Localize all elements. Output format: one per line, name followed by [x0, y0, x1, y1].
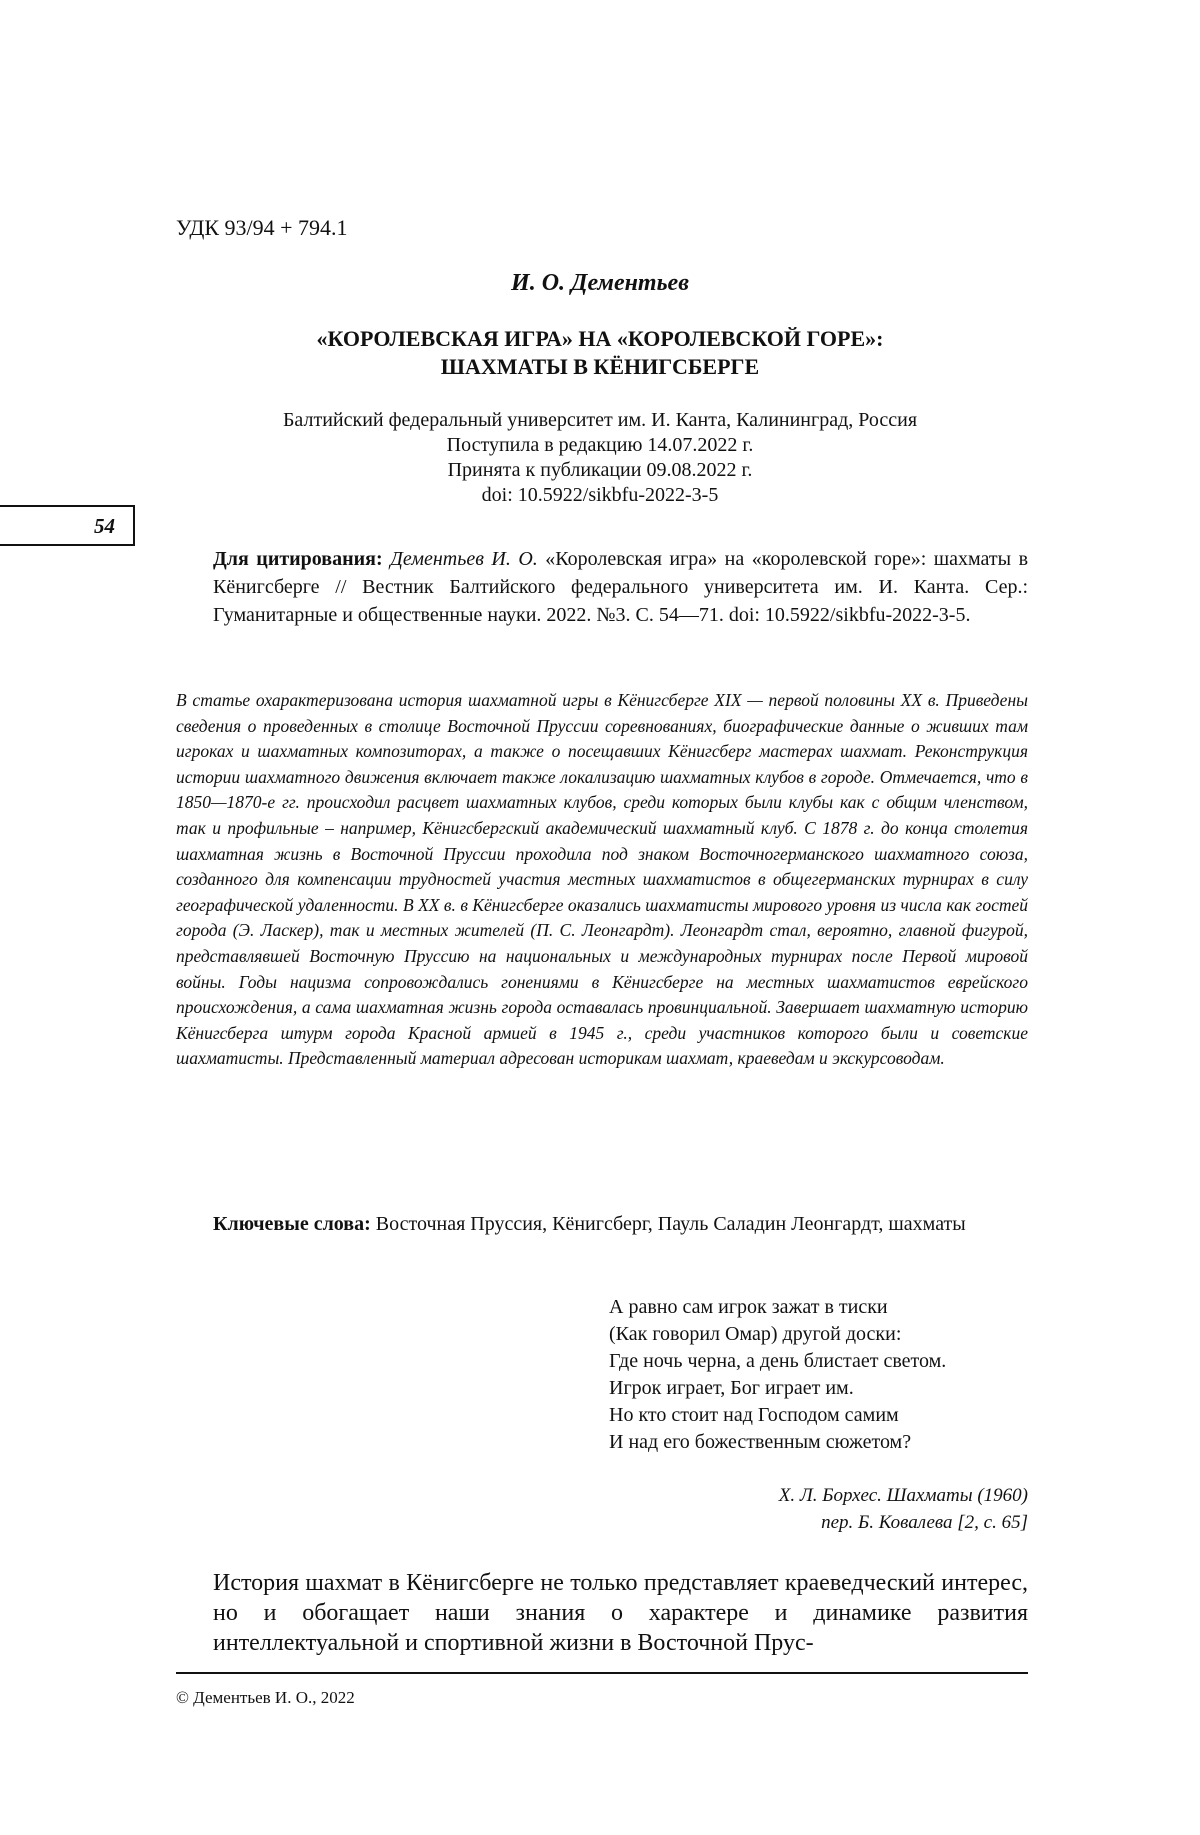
epigraph-poem — [609, 1294, 946, 1456]
copyright: © Дементьев И. О., 2022 — [176, 1688, 355, 1707]
article-title — [200, 325, 1000, 381]
poem-line: И над его божественным сюжетом? — [609, 1431, 912, 1453]
poem-line: Игрок играет, Бог играет им. — [609, 1377, 854, 1399]
epigraph-source — [779, 1482, 1028, 1536]
citation-author: Дементьев И. О. — [390, 548, 538, 570]
doi: doi: 10.5922/sikbfu-2022-3-5 — [481, 484, 719, 506]
article-author: И. О. Дементьев — [511, 270, 689, 296]
keywords-block — [213, 1210, 1028, 1238]
title-line-1: «КОРОЛЕВСКАЯ ИГРА» НА «КОРОЛЕВСКОЙ ГОРЕ»: — [316, 326, 884, 351]
body-paragraph: История шахмат в Кёнигсберге не только представляет краеведческий интерес, но и обогащает наши знания о характере и динамике развития интеллектуальной и спортивной жизни в Восточной Прус- — [213, 1570, 1028, 1656]
footnote-divider — [176, 1672, 1028, 1674]
page-number-box — [0, 505, 135, 546]
keywords-text: Восточная Пруссия, Кёнигсберг, Пауль Саладин Леонгардт, шахматы — [375, 1213, 966, 1235]
udk-code: УДК 93/94 + 794.1 — [176, 215, 348, 240]
article-meta — [150, 408, 1050, 508]
page-number: 54 — [94, 514, 115, 538]
title-line-2: ШАХМАТЫ В КЁНИГСБЕРГЕ — [440, 354, 760, 379]
poem-line: (Как говорил Омар) другой доски: — [609, 1323, 902, 1345]
keywords-label: Ключевые слова: — [213, 1213, 371, 1235]
affiliation: Балтийский федеральный университет им. И. Канта, Калининград, Россия — [282, 409, 918, 431]
poem-line: Но кто стоит над Господом самим — [609, 1404, 899, 1426]
citation-label: Для цитирования: — [213, 548, 383, 570]
accepted-date: Принята к публикации 09.08.2022 г. — [447, 459, 753, 481]
epigraph-translation: пер. Б. Ковалева [2, с. 65] — [821, 1512, 1028, 1533]
abstract: В статье охарактеризована история шахматной игры в Кёнигсберге XIX — первой половины XX в. Приведены сведения о проведенных в столице Восточной Пруссии соревнованиях, биографические данные о живших там игроках и шахматных композиторах, а также о посещавших Кёнигсберг мастерах шахмат. Реконструкция истории шахматного движения включает также локализацию шахматных клубов в городе. Отмечается, что в 1850—1870-е гг. происходил расцвет шахматных клубов, среди которых были клубы как с общим членством, так и профильные – например, Кёнигсбергский академический шахматный клуб. С 1878 г. до конца столетия шахматная жизнь в Восточной Пруссии проходила под знаком Восточногерманского шахматного союза, созданного для компенсации трудностей участия местных шахматистов в общегерманских турнирах в силу географической удаленности. В XX в. в Кёнигсберге оказались шахматисты мирового уровня из числа как гостей города (Э. Ласкер), так и местных жителей (П. С. Леонгардт). Леонгардт стал, вероятно, главной фигурой, представлявшей Восточную Пруссию на национальных и международных турнирах после Первой мировой войны. Годы нацизма сопровождались гонениями в Кёнигсберге на местных шахматистов еврейского происхождения, а сама шахматная жизнь города оставалась провинциальной. Завершает шахматную историю Кёнигсберга штурм города Красной армией в 1945 г., среди участников которого были и советские шахматисты. Представленный материал адресован историкам шахмат, краеведам и экскурсоводам. — [176, 690, 1028, 1069]
citation-text: «Королевская игра» на «королевской горе»: шахматы в Кёнигсберге // Вестник Балтийского федерального университета им. И. Канта. Сер.: Гуманитарные и общественные науки. 2022. №3. С. 54—71. doi: 10.5922/sikbfu-2022-3-5. — [213, 548, 1029, 626]
poem-line: А равно сам игрок зажат в тиски — [609, 1296, 888, 1318]
citation-block — [213, 545, 1028, 629]
poem-line: Где ночь черна, а день блистает светом. — [609, 1350, 947, 1372]
epigraph-author-work: Х. Л. Борхес. Шахматы (1960) — [778, 1485, 1028, 1506]
received-date: Поступила в редакцию 14.07.2022 г. — [446, 434, 754, 456]
